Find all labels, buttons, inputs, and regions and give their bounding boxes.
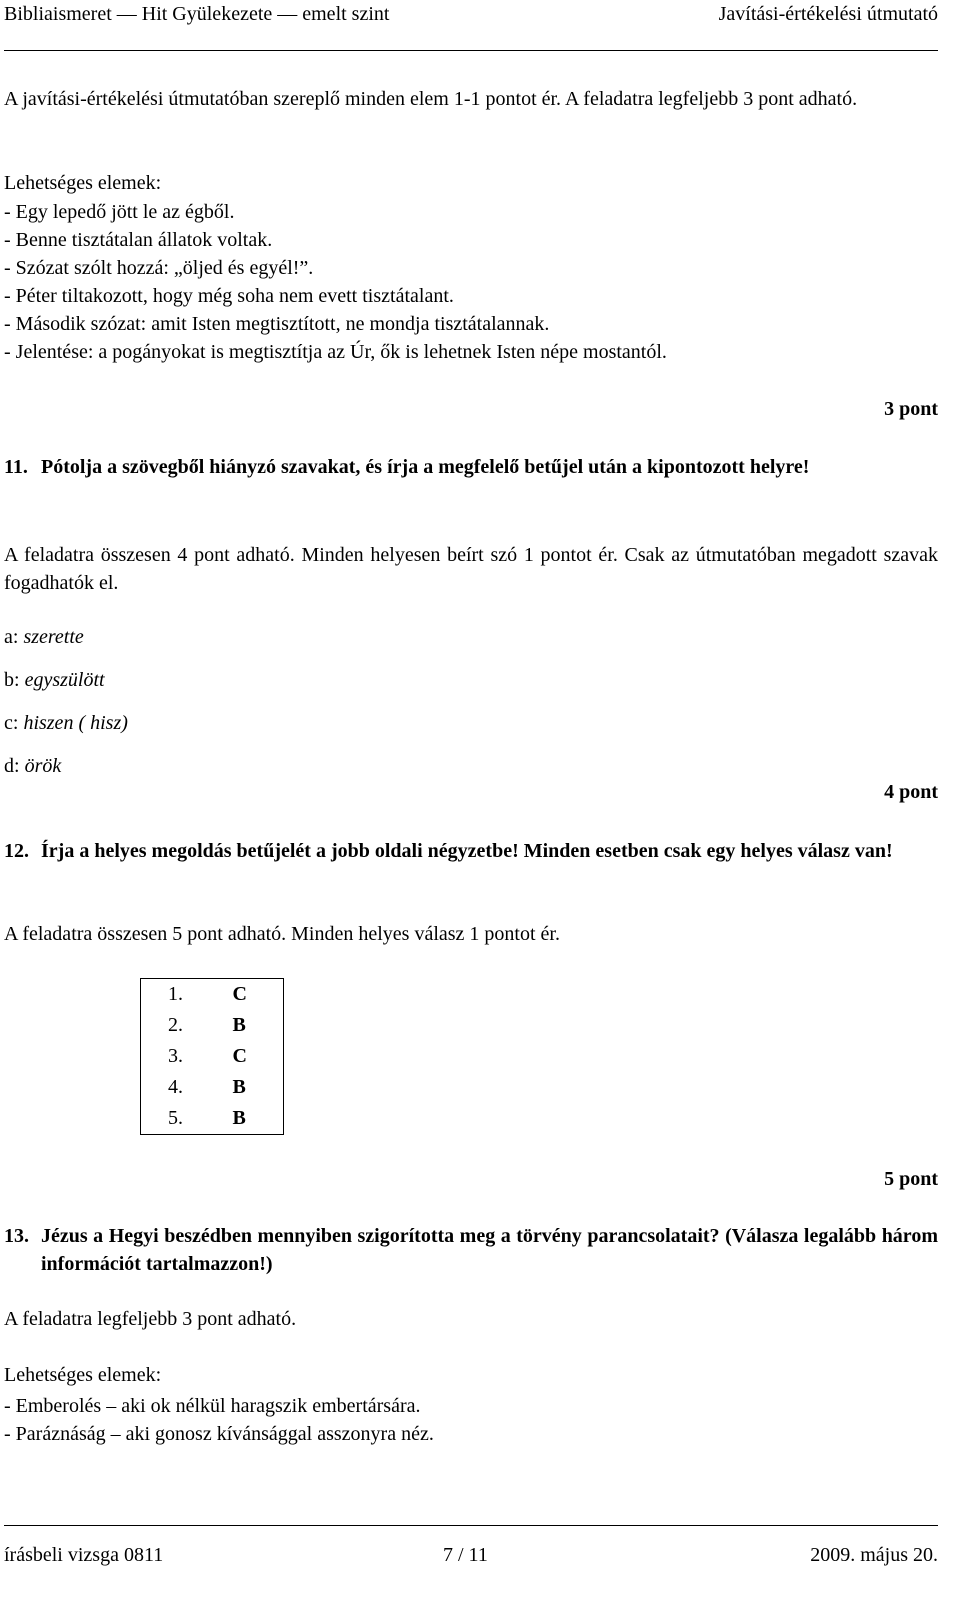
- footer-date: 2009. május 20.: [810, 1544, 938, 1566]
- footer-rule: [4, 1525, 938, 1526]
- question-12: [4, 837, 938, 865]
- question-text: Pótolja a szövegből hiányzó szavakat, és írja a megfelelő betűjel után a kipontozott helyre!: [41, 456, 810, 478]
- question-13: [4, 1222, 938, 1278]
- list-item: - Paráznáság – aki gonosz kívánsággal asszonyra néz.: [4, 1423, 434, 1445]
- answer-letter: B: [233, 1010, 284, 1041]
- list-item: - Emberolés – aki ok nélkül haragszik embertársára.: [4, 1395, 421, 1417]
- answer-a: [4, 623, 84, 651]
- list-item: - Második szózat: amit Isten megtisztított, ne mondja tisztátalannak.: [4, 313, 550, 335]
- intro-text: A javítási-értékelési útmutatóban szereplő minden elem 1-1 pontot ér. A feladatra legfeljebb 3 pont adható.: [4, 88, 858, 110]
- table-row: [141, 979, 284, 1011]
- answer-word: szerette: [23, 626, 84, 648]
- answer-table: [140, 978, 284, 1135]
- answer-letter: b:: [4, 669, 20, 691]
- question-11: [4, 453, 938, 481]
- points-q10: 3 pont: [884, 398, 938, 420]
- instructions-q12: A feladatra összesen 5 pont adható. Minden helyes válasz 1 pontot ér.: [4, 923, 560, 945]
- answer-d: [4, 752, 61, 780]
- answer-letter: B: [233, 1072, 284, 1103]
- question-number: 11.: [4, 456, 28, 478]
- question-number: 13.: [4, 1225, 29, 1247]
- question-text: Írja a helyes megoldás betűjelét a jobb oldali négyzetbe! Minden esetben csak egy helyes válasz van!: [41, 840, 893, 862]
- element-list-13: [4, 1392, 434, 1448]
- instructions-q13: A feladatra legfeljebb 3 pont adható.: [4, 1308, 297, 1330]
- answer-letter: C: [233, 1041, 284, 1072]
- footer-page-number: 7 / 11: [443, 1544, 488, 1566]
- list-item: - Egy lepedő jött le az égből.: [4, 201, 235, 223]
- answer-word: egyszülött: [24, 669, 105, 691]
- list-item: - Benne tisztátalan állatok voltak.: [4, 229, 273, 251]
- list-item: - Péter tiltakozott, hogy még soha nem evett tisztátalant.: [4, 285, 454, 307]
- header-rule: [4, 50, 938, 51]
- answer-letter: c:: [4, 712, 19, 734]
- list-item: - Jelentése: a pogányokat is megtisztítja az Úr, ők is lehetnek Isten népe mostantól.: [4, 341, 667, 363]
- table-row: [141, 1010, 284, 1041]
- answer-letter: a:: [4, 626, 19, 648]
- answer-letter: B: [233, 1103, 284, 1135]
- answer-letter: C: [233, 979, 284, 1011]
- footer-exam-code: írásbeli vizsga 0811: [4, 1544, 164, 1566]
- answer-c: [4, 709, 128, 737]
- item-number: 2.: [141, 1010, 233, 1041]
- table-row: [141, 1072, 284, 1103]
- answer-b: [4, 666, 105, 694]
- header-title: Bibliaismeret — Hit Gyülekezete — emelt szint: [4, 3, 390, 25]
- possible-elements-label: Lehetséges elemek:: [4, 1364, 162, 1386]
- list-item: - Szózat szólt hozzá: „öljed és egyél!”.: [4, 257, 314, 279]
- answer-word: hiszen ( hisz): [23, 712, 128, 734]
- item-number: 4.: [141, 1072, 233, 1103]
- question-number: 12.: [4, 840, 29, 862]
- header-doc-type: Javítási-értékelési útmutató: [718, 3, 938, 25]
- points-q12: 5 pont: [884, 1168, 938, 1190]
- answer-letter: d:: [4, 755, 20, 777]
- points-q11: 4 pont: [884, 781, 938, 803]
- table-row: [141, 1103, 284, 1135]
- element-list-10: [4, 198, 667, 366]
- item-number: 1.: [141, 979, 233, 1011]
- answer-word: örök: [24, 755, 62, 777]
- possible-elements-label: Lehetséges elemek:: [4, 172, 162, 194]
- question-text: Jézus a Hegyi beszédben mennyiben szigorította meg a törvény parancsolatait? (Válasza legalább három információt tartalmazzon!): [41, 1225, 938, 1275]
- item-number: 5.: [141, 1103, 233, 1135]
- table-row: [141, 1041, 284, 1072]
- instructions-q11: A feladatra összesen 4 pont adható. Minden helyesen beírt szó 1 pontot ér. Csak az útmutatóban megadott szavak fogadhatók el.: [4, 544, 938, 594]
- item-number: 3.: [141, 1041, 233, 1072]
